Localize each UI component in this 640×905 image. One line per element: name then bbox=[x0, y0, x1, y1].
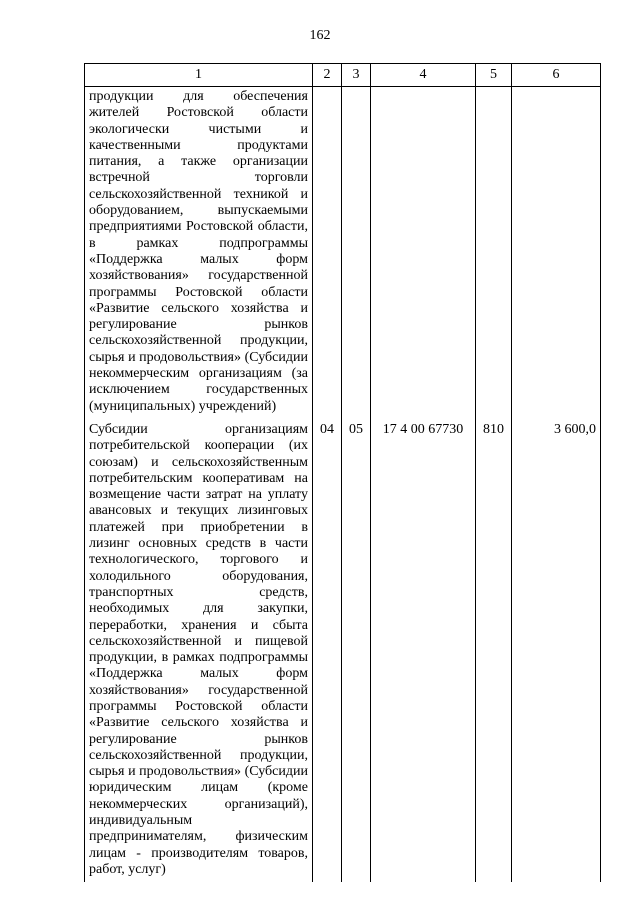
table-cell bbox=[85, 419, 313, 882]
column-header: 4 bbox=[371, 64, 476, 87]
budget-table bbox=[84, 63, 601, 882]
table-cell bbox=[313, 419, 342, 882]
table-cell bbox=[476, 87, 512, 419]
row-description: продукции для обеспечения жителей Ростовской области экологически чистыми и качественными продуктами питания, а также организации встречной торговли сельскохозяйственной техникой и оборудованием, выпускаемыми предприятиями Ростовской области, в рамках подпрограммы «Поддержка малых форм хозяйствования» государственной программы Ростовской области «Развитие сельского хозяйства и регулирование рынков сельскохозяйственной продукции, сырья и продовольствия» (Субсидии некоммерческим организациям (за исключением государственных (муниципальных) учреждений) bbox=[89, 89, 308, 414]
table-cell bbox=[371, 87, 476, 419]
table-cell bbox=[342, 87, 371, 419]
column-header: 1 bbox=[85, 64, 313, 87]
column-header: 6 bbox=[512, 64, 601, 87]
section-code: 04 bbox=[320, 421, 334, 437]
table-header-row bbox=[85, 64, 601, 87]
column-header: 5 bbox=[476, 64, 512, 87]
table-row bbox=[85, 419, 601, 882]
table-row bbox=[85, 87, 601, 419]
row-description: Субсидии организациям потребительской кооперации (их союзам) и сельскохозяйственным потребительским кооперативам на возмещение части затрат на уплату авансовых и текущих лизинговых платежей при приобретении в лизинг основных средств в части технологического, торгового и холодильного оборудования, транспортных средств, необходимых для закупки, переработки, хранения и сбыта сельскохозяйственной и пищевой продукции, в рамках подпрограммы «Поддержка малых форм хозяйствования» государственной программы Ростовской области «Развитие сельского хозяйства и регулирование рынков сельскохозяйственной продукции, сырья и продовольствия» (Субсидии юридическим лицам (кроме некоммерческих организаций), индивидуальным предпринимателям, физическим лицам - производителям товаров, работ, услуг) bbox=[89, 421, 308, 877]
column-header: 2 bbox=[313, 64, 342, 87]
table-cell bbox=[313, 87, 342, 419]
table-cell bbox=[371, 419, 476, 882]
amount: 3 600,0 bbox=[554, 421, 596, 437]
table-cell bbox=[476, 419, 512, 882]
table-cell bbox=[85, 87, 313, 419]
subsection-code: 05 bbox=[349, 421, 363, 437]
table-cell bbox=[512, 419, 601, 882]
section-code bbox=[313, 87, 341, 90]
target-article-code: 17 4 00 67730 bbox=[382, 421, 464, 437]
subsection-code bbox=[342, 87, 370, 90]
expense-type-code: 810 bbox=[483, 421, 504, 437]
table-cell bbox=[512, 87, 601, 419]
expense-type-code bbox=[476, 87, 511, 90]
target-article-code bbox=[371, 87, 475, 90]
table-cell bbox=[342, 419, 371, 882]
amount bbox=[512, 87, 600, 90]
column-header: 3 bbox=[342, 64, 371, 87]
page-number: 162 bbox=[309, 28, 331, 43]
